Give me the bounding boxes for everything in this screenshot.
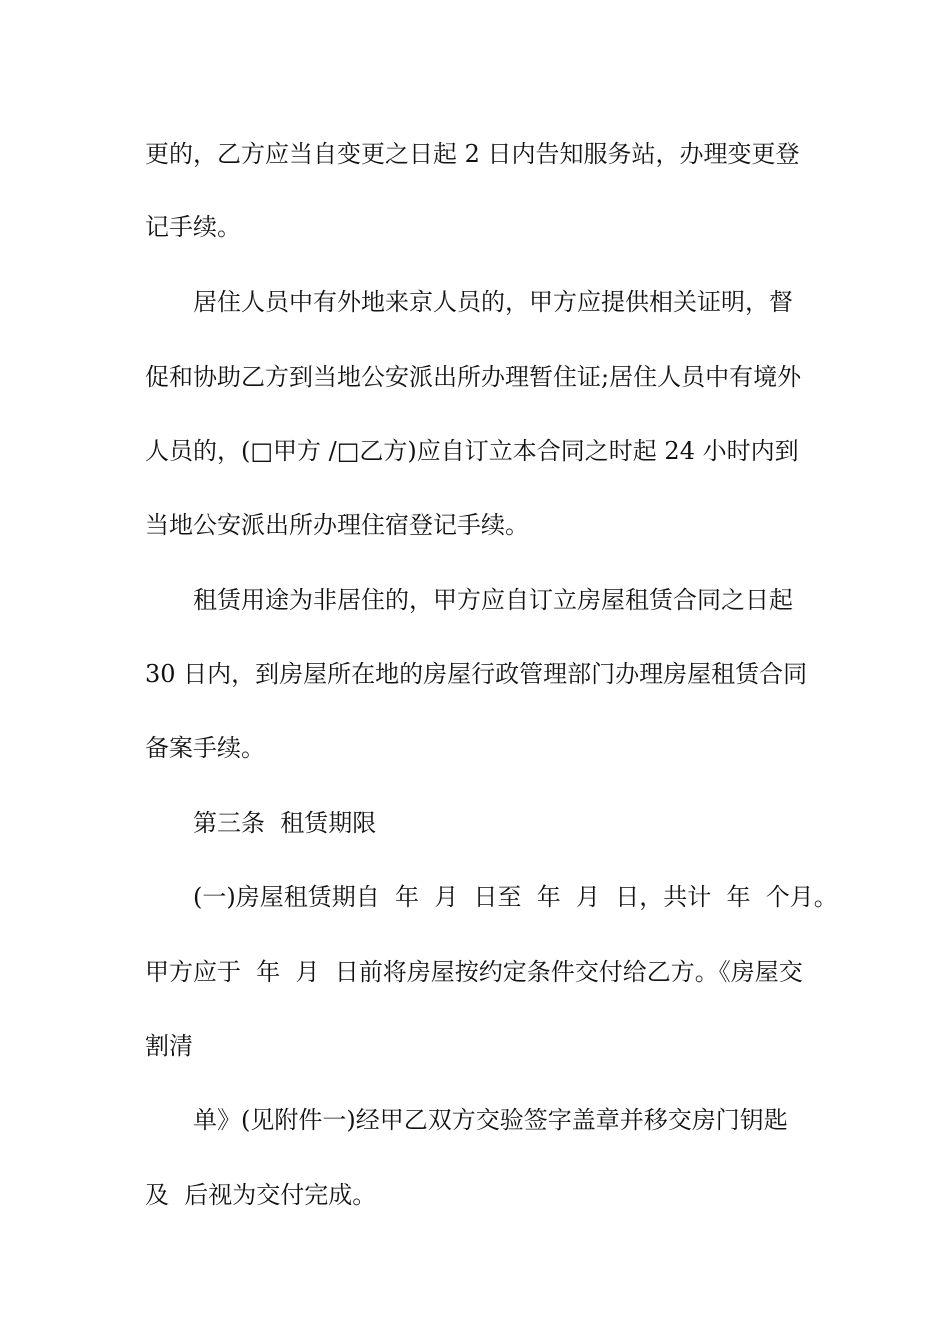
paragraph-line: 及 后视为交付完成。 bbox=[145, 1181, 377, 1209]
paragraph-line: 当地公安派出所办理住宿登记手续。 bbox=[145, 511, 529, 539]
paragraph-line: 割清 bbox=[145, 1032, 193, 1060]
paragraph-line: 促和协助乙方到当地公安派出所办理暂住证;居住人员中有境外 bbox=[145, 363, 802, 391]
paragraph-line: 记手续。 bbox=[145, 213, 241, 241]
paragraph-line: 单》(见附件一)经甲乙双方交验签字盖章并移交房门钥匙 bbox=[193, 1106, 788, 1134]
paragraph-line: 更的，乙方应当自变更之日起 2 日内告知服务站，办理变更登 bbox=[145, 140, 800, 168]
paragraph-line: 甲方应于 年 月 日前将房屋按约定条件交付给乙方。《房屋交 bbox=[145, 958, 803, 986]
paragraph-line: 租赁用途为非居住的，甲方应自订立房屋租赁合同之日起 bbox=[193, 586, 793, 614]
paragraph-line: 居住人员中有外地来京人员的，甲方应提供相关证明，督 bbox=[193, 288, 793, 316]
paragraph-line: 30 日内，到房屋所在地的房屋行政管理部门办理房屋租赁合同 bbox=[145, 660, 808, 688]
section-heading: 第三条 租赁期限 bbox=[193, 809, 377, 837]
paragraph-line: 备案手续。 bbox=[145, 734, 265, 762]
paragraph-line: 人员的，(□甲方 /□乙方)应自订立本合同之时起 24 小时内到 bbox=[145, 437, 799, 465]
paragraph-line: (一)房屋租赁期自 年 月 日至 年 月 日，共计 年 个月。 bbox=[193, 883, 838, 911]
